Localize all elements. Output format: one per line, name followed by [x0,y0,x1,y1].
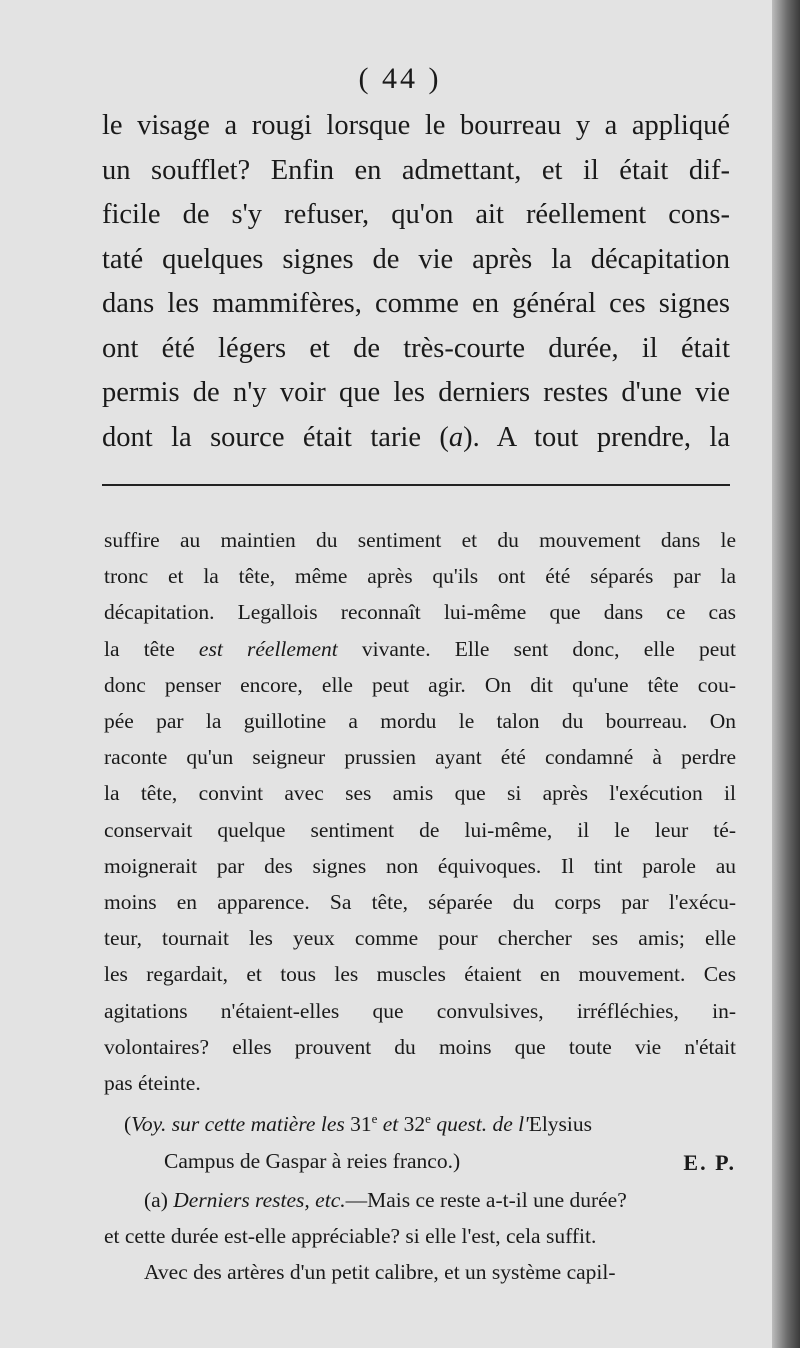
reference-num2: 32 [403,1112,426,1137]
main-line: permis de n'y voir que les derniers restes d'une vie [102,377,730,408]
reference-line [104,1101,736,1142]
footnote-line [104,1182,740,1218]
note-line-before: la tête [104,636,199,661]
note-line-after: vivante. Elle sent donc, elle peut [337,636,736,661]
main-line: ficile de s'y refuser, qu'on ait réellement cons- [102,199,730,230]
note-line-last: pas éteinte. [104,1071,201,1096]
note-line: moins en apparence. Sa tête, séparée du corps par l'exécu- [104,890,736,915]
note-line: moignerait par des signes non équivoques. Il tint parole au [104,853,736,878]
note-line: raconte qu'un seigneur prussien ayant été condamné à perdre [104,745,736,770]
note-line: suffire au maintien du sentiment et du mouvement dans le [104,528,736,552]
footnote-dash-text: —Mais ce reste a-t-il une durée? [345,1188,627,1212]
reference-quest: quest. de l' [436,1112,529,1137]
note-block [104,522,736,1179]
main-line: un soufflet? Enfin en admettant, et il était dif- [102,154,730,186]
note-line: les regardait, et tous les muscles étaient en mouvement. Ces [104,962,736,987]
signature: E. P. [683,1150,736,1175]
note-line: décapitation. Legallois reconnaît lui-même que dans ce cas [104,600,736,625]
footnote-block [104,1182,740,1290]
footnote-line: Avec des artères d'un petit calibre, et un système capil- [144,1260,616,1284]
main-last-after: ). A tout prendre, la [463,421,730,453]
footnote-mark: a [448,421,464,453]
reference-line2: Campus de Gaspar à reies franco.) [164,1148,461,1173]
main-line: taté quelques signes de vie après la décapitation [102,243,730,275]
reference-et: et [382,1112,399,1137]
note-line: pée par la guillotine a mordu le talon du bourreau. On [104,709,736,734]
note-line: la tête, convint avec ses amis que si après l'exécution il [104,781,736,806]
book-binding-edge [772,0,800,1348]
note-line: conservait quelque sentiment de lui-même, il le leur té- [104,817,736,842]
page-number: ( 44 ) [358,62,442,95]
footnote-divider [102,484,730,486]
reference-num1: 31 [350,1112,372,1137]
reference-num2-sup: e [425,1111,431,1127]
reference-open: ( [124,1112,132,1137]
main-line-last [102,416,730,461]
note-line: agitations n'étaient-elles que convulsives, irréfléchies, in- [104,998,736,1023]
note-line: donc penser encore, elle peut agir. On dit qu'une tête cou- [104,672,736,697]
note-line [104,631,736,667]
main-last-before: dont la source était tarie ( [102,421,449,453]
reference-num1-sup: e [371,1111,378,1127]
footnote-line: et cette durée est-elle appréciable? si elle l'est, cela suffit. [104,1224,597,1248]
main-text-block [102,104,730,460]
note-line: volontaires? elles prouvent du moins que toute vie n'était [104,1034,736,1059]
note-line: teur, tournait les yeux comme pour chercher ses amis; elle [104,926,736,951]
note-line-italic: est réellement [198,636,338,661]
main-line: le visage a rougi lorsque le bourreau y a appliqué [102,110,730,141]
note-line: tronc et la tête, même après qu'ils ont été séparés par la [104,564,736,589]
main-line: ont été légers et de très-courte durée, il était [102,332,730,364]
reference-title: Elysius [528,1112,593,1137]
main-line: dans les mammifères, comme en général ces signes [102,288,730,319]
footnote-mark-label: (a) [144,1188,168,1212]
footnote-italic: Derniers restes, etc. [173,1188,346,1212]
reference-voy: Voy. sur cette matière les [131,1112,345,1137]
